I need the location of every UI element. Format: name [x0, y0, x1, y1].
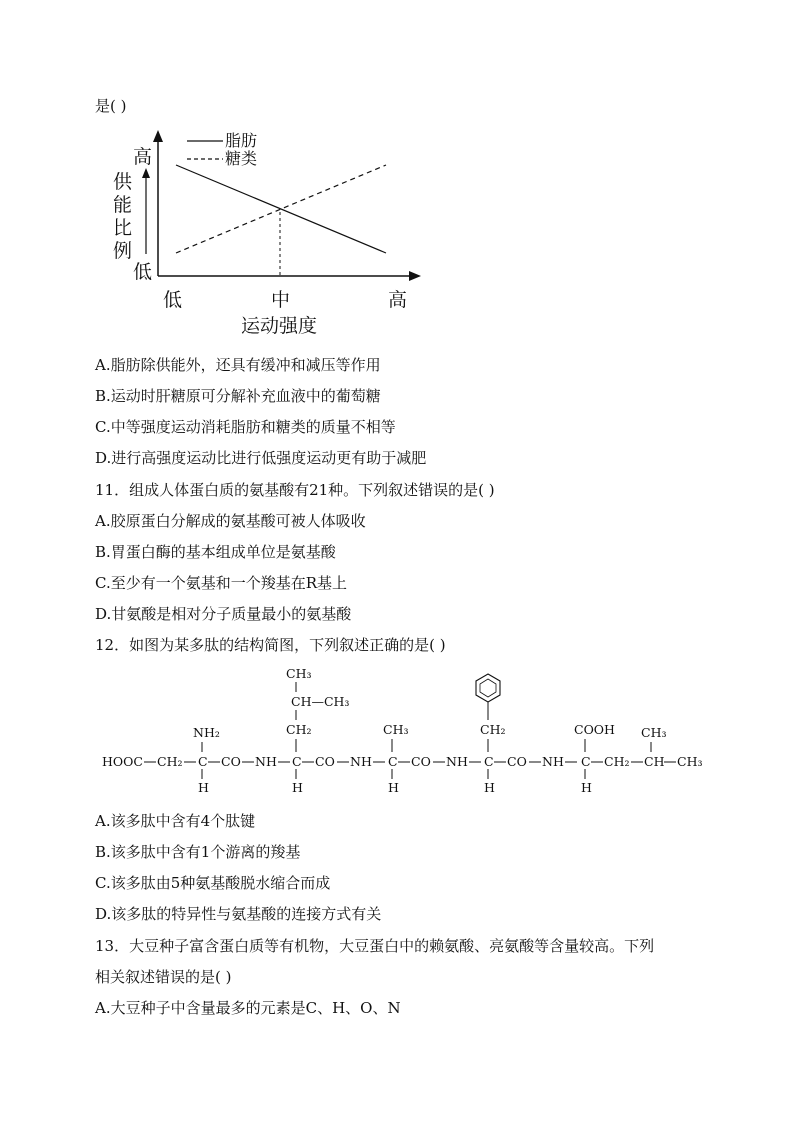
x-axis-arrow — [409, 271, 421, 281]
legend-sugar-label: 糖类 — [225, 149, 258, 168]
label-hooc: HOOC — [102, 754, 143, 769]
y-axis-label-1: 供 — [113, 171, 133, 193]
legend-fat-label: 脂肪 — [225, 131, 258, 150]
label-h-2: H — [292, 780, 303, 795]
x-tick-low: 低 — [163, 289, 183, 311]
q12-option-d: D.该多肽的特异性与氨基酸的连接方式有关 — [95, 905, 382, 923]
q12-option-a: A.该多肽中含有4个肽键 — [95, 812, 256, 830]
label-ch2-1: CH₂ — [157, 754, 183, 769]
y-axis-label-2: 能 — [113, 194, 133, 216]
label-h-4: H — [484, 780, 495, 795]
x-tick-high: 高 — [388, 289, 408, 311]
label-ch3-c3: CH₃ — [383, 722, 409, 737]
label-ch2-c2: CH₂ — [286, 722, 312, 737]
q11-stem: 11．组成人体蛋白质的氨基酸有21种。下列叙述错误的是( ) — [95, 481, 495, 499]
label-c-1: C — [198, 754, 208, 769]
q11-option-c: C.至少有一个氨基和一个羧基在R基上 — [95, 574, 348, 592]
q10-option-a: A.脂肪除供能外，还具有缓冲和减压等作用 — [95, 356, 381, 374]
q10-stem-tail: 是( ) — [95, 97, 127, 115]
q10-option-d: D.进行高强度运动比进行低强度运动更有助于减肥 — [95, 449, 427, 467]
q13-stem-line2: 相关叙述错误的是( ) — [95, 968, 232, 986]
label-c-4: C — [484, 754, 494, 769]
q10-option-b: B.运动时肝糖原可分解补充血液中的葡萄糖 — [95, 387, 381, 405]
energy-supply-chart — [95, 126, 435, 341]
q13-option-a: A.大豆种子中含量最多的元素是C、H、O、N — [95, 999, 401, 1017]
label-nh-1: NH — [255, 754, 277, 769]
label-ch2-last: CH₂ — [604, 754, 630, 769]
label-c-2: C — [292, 754, 302, 769]
y-axis-label-3: 比 — [113, 217, 133, 239]
label-ch-last: CH — [644, 754, 665, 769]
polypeptide-structure — [100, 662, 710, 802]
q12-stem: 12．如图为某多肽的结构简图，下列叙述正确的是( ) — [95, 636, 446, 654]
y-tick-high: 高 — [133, 146, 153, 168]
q10-option-c: C.中等强度运动消耗脂肪和糖类的质量不相等 — [95, 418, 396, 436]
label-nh-4: NH — [542, 754, 564, 769]
label-nh-2: NH — [350, 754, 372, 769]
y-tick-low: 低 — [133, 261, 153, 283]
label-ch3-tail: CH₃ — [677, 754, 703, 769]
q11-option-a: A.胶原蛋白分解成的氨基酸可被人体吸收 — [95, 512, 366, 530]
label-ch-ch3: CH—CH₃ — [291, 694, 350, 709]
label-nh2: NH₂ — [193, 725, 220, 740]
y-axis-arrow — [153, 130, 163, 142]
q12-option-b: B.该多肽中含有1个游离的羧基 — [95, 843, 301, 861]
label-nh-3: NH — [446, 754, 468, 769]
y-axis-label-4: 例 — [113, 240, 133, 262]
label-ch3-top: CH₃ — [286, 666, 312, 681]
label-co-4: CO — [507, 754, 527, 769]
label-ch2-c4: CH₂ — [480, 722, 506, 737]
q11-option-d: D.甘氨酸是相对分子质量最小的氨基酸 — [95, 605, 352, 623]
label-cooh: COOH — [574, 722, 615, 737]
label-h-3: H — [388, 780, 399, 795]
label-c-5: C — [581, 754, 591, 769]
ylabel-arrow-head — [142, 168, 150, 178]
label-h-1: H — [198, 780, 209, 795]
label-h-5: H — [581, 780, 592, 795]
label-c-3: C — [388, 754, 398, 769]
q12-option-c: C.该多肽由5种氨基酸脱水缩合而成 — [95, 874, 331, 892]
label-co-3: CO — [411, 754, 431, 769]
label-co-1: CO — [221, 754, 241, 769]
x-tick-mid: 中 — [271, 289, 291, 311]
q13-stem-line1: 13．大豆种子富含蛋白质等有机物，大豆蛋白中的赖氨酸、亮氨酸等含量较高。下列 — [95, 937, 655, 955]
x-axis-label: 运动强度 — [241, 315, 318, 337]
q11-option-b: B.胃蛋白酶的基本组成单位是氨基酸 — [95, 543, 336, 561]
label-co-2: CO — [315, 754, 335, 769]
label-ch3-branch: CH₃ — [641, 725, 667, 740]
